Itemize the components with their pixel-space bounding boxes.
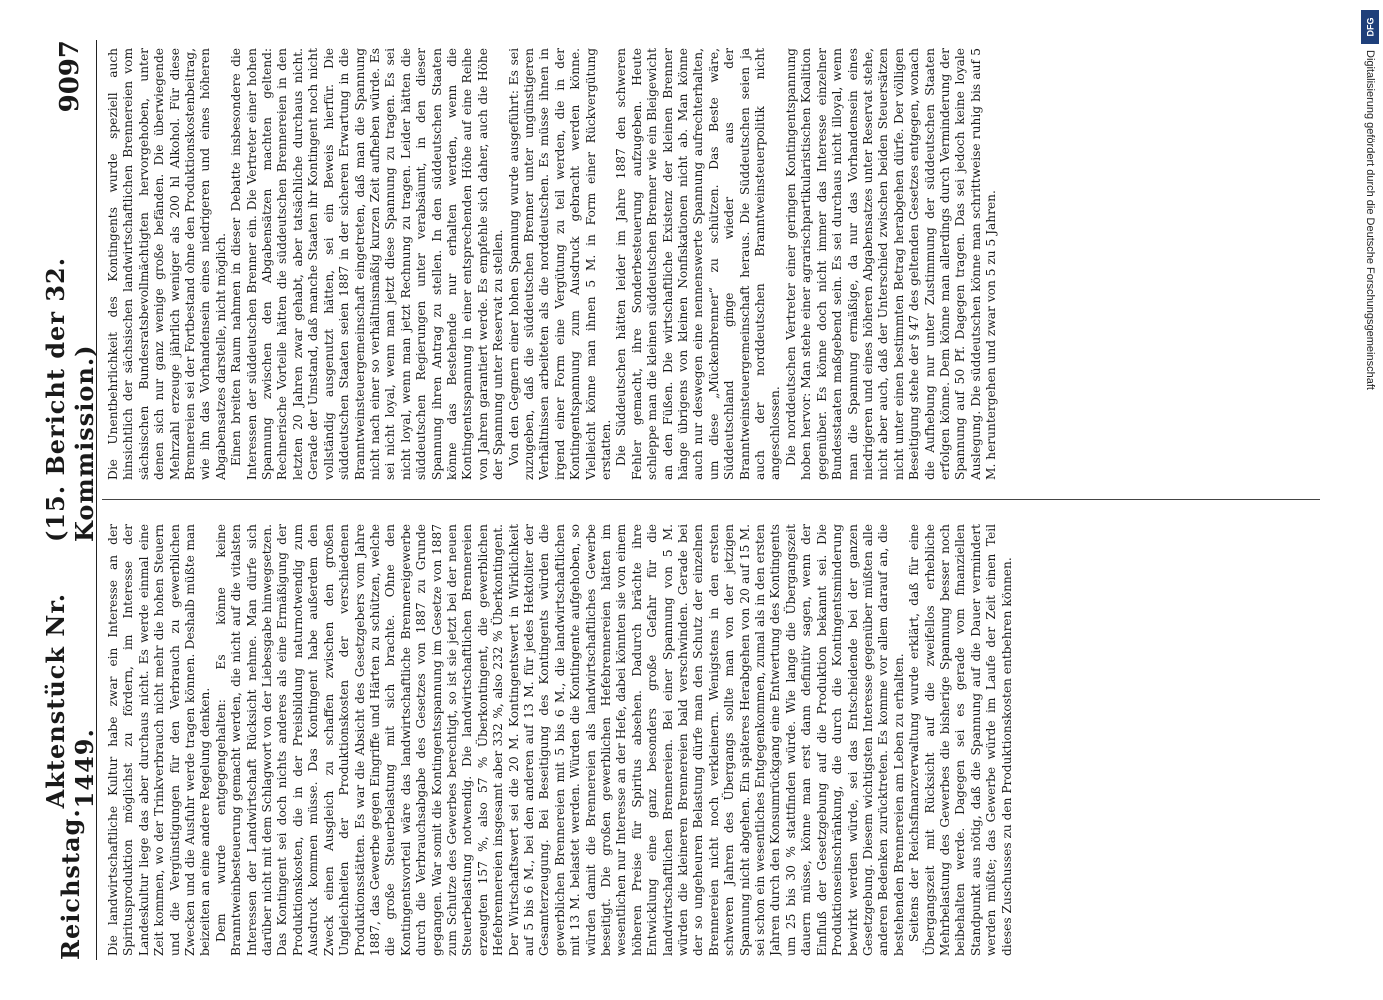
left-paragraph-2: Dem wurde entgegengehalten: Es könne keine Branntweinbesteuerung gemacht werden, die nicht auf die vitalsten Interessen der Landwirtschaft Rücksicht nehme. Man dürfe sich darüber nicht mit dem Schlagwort von der Liebesgabe hinwegsetzen. Das Kontingent sei doch nichts anderes als eine Ermäßigung der Produktionskosten, die in der Preisbildung naturnotwendig zum Ausdruck kommen müsse. Das Kontingent habe außerdem den Zweck einen Ausgleich zu schaffen zwischen den großen Ungleichheiten der Produktionskosten der verschiedenen Produktionsstätten. Es war die Absicht des Gesetzgebers vom Jahre 1887, das Gewerbe gegen Eingriffe und Härten zu schützen, welche die große Steuerbelastung mit sich brachte. Ohne den Kontingentsvorteil wäre das landwirtschaftliche Brennereigewerbe durch die Verbrauchsabgabe des Gesetzes von 1887 zu Grunde gegangen. War somit die Kontingentsspannung im Gesetze von 1887 zum Schutze des Gewerbes berechtigt, so ist sie jetzt bei der neuen Steuerbelastung notwendig. Die landwirtschaftlichen Brennereien erzeugten 157 %, also 57 % Überkontingent, die gewerblichen Hefebrennereien insgesamt aber 332 %, also 232 % Überkontingent. Der Wirtschaftswert sei die 20 M. Kontingentswert in Wirklichkeit auf 5 bis 6 M., bei den anderen auf 13 M. für jedes Hektoliter der Gesamterzeugung. Bei Beseitigung des Kontingents würden die gewerblichen Brennereien mit 5 bis 6 M., die landwirtschaftlichen mit 13 M. belastet werden. Würden die Kontingente aufgehoben, so würden damit die Brennereien als landwirtschaftliches Gewerbe beseitigt. Die großen gewerblichen Hefebrennereien hätten im wesentlichen nur Interesse an der Hefe, dabei könnten sie von einem höheren Preise für Spiritus absehen. Dadurch brächte ihre Entwicklung eine ganz besonders große Gefahr für die landwirtschaftlichen Brennereien. Bei einer Spannung von 5 M. würden die kleineren Brennereien bald verschwinden. Gerade bei der so ungeheuren Belastung dürfe man den Schutz der einzelnen Brennereien nicht noch verkleinern. Wenigstens in den ersten schweren Jahren des Übergangs sollte man von der jetzigen Spannung nicht abgehen. Ein späteres Herabgehen von 20 auf 15 M. sei schon ein wesentliches Entgegenkommen, zumal als in den ersten Jahren durch den Konsumrückgang eine Entwertung des Kontingents um 25 bis 30 % stattfinden würde. Wie lange die Übergangszeit dauern müsse, könne man erst dann definitiv sagen, wenn der Einfluß der Gesetzgebung auf die Produktion bekannt sei. Die Produktionseinschränkung, die durch die Kontingentsminderung bewirkt werden würde, sei das Entscheidende bei der ganzen Gesetzgebung. Diesem wichtigsten Interesse gegenüber müßten alle anderen Bedenken zurücktreten. Es komme vor allem darauf an, die bestehenden Brennereien am Leben zu erhalten.: [213, 524, 906, 956]
header-rule: [96, 40, 97, 960]
rotated-scan-page: [30, 0, 1350, 1000]
digitization-credit: [1359, 10, 1381, 990]
right-paragraph-3: Von den Gegnern einer hohen Spannung wurde ausgeführt: Es sei zuzugeben, daß die süddeutschen Brenner unter ungünstigeren Verhältnissen arbeiteten als die norddeutschen. Es müsse ihnen in irgend einer Form eine Vergütung zu teil werden, die in der Kontingentspannung zum Ausdruck gebracht werden könne. Vielleicht könne man ihnen 5 M. in Form einer Rückvergütung erstatten.: [506, 48, 613, 480]
dfg-logo-text: DFG: [1365, 17, 1375, 37]
right-column: [106, 48, 1320, 480]
right-paragraph-1: Die Unentbehrlichkeit des Kontingents wurde speziell auch hinsichtlich der sächsischen landwirtschaftlichen Brennereien vom sächsischen Bundesratsbevollmächtigten hervorgehoben, unter denen sich nur ganz wenige große befänden. Die überwiegende Mehrzahl erzeuge jährlich weniger als 200 hl Alkohol. Für diese Brennereien sei der Fortbestand ohne den Produktionskostenbeitrag, wie ihn das Vorhandensein eines niedrigeren und eines höheren Abgabensatzes darstelle, nicht möglich.: [106, 48, 228, 480]
right-paragraph-5: Die norddeutschen Vertreter einer geringen Kontingentspannung hoben hervor: Man stehe einer agrarischpartikularistischen Koalition gegenüber. Es könne doch nicht immer das Interesse einzelner Bundesstaaten maßgebend sein. Es sei durchaus nicht illoyal, wenn man die Spannung ermäßige, da nur das Vorhandensein eines niedrigeren und eines höheren Abgabensatzes unter Reservat stehe, nicht aber auch, daß der Unterschied zwischen beiden Steuersätzen nicht unter einen bestimmten Betrag herabgehen dürfe. Der völligen Beseitigung stehe der § 47 des geltenden Gesetzes entgegen, wonach die Aufhebung nur unter Zustimmung der süddeutschen Staaten erfolgen könne. Dem könne man allerdings durch Verminderung der Spannung auf 50 Pf. Dagegen tragen. Das sei jedoch keine loyale Auslegung. Die süddeutschen könne man schrittweise ruhig bis auf 5 M. heruntergehen und zwar von 5 zu 5 Jahren.: [783, 48, 999, 480]
left-column: [106, 524, 1320, 956]
header-aktenstueck: Aktenstück Nr. 1449.: [41, 592, 99, 809]
dfg-logo: [1361, 10, 1379, 44]
header-bericht: (15. Bericht der 32. Kommission.): [41, 256, 99, 543]
credit-strip: [1359, 50, 1381, 990]
credit-text: Digitalisierung gefördert durch die Deutsche Forschungsgemeinschaft: [1364, 50, 1376, 390]
right-paragraph-4: Die Süddeutschen hätten leider im Jahre 1887 den schweren Fehler gemacht, ihre Sonderbesteuerung aufzugeben. Heute schleppe man die kleinen süddeutschen Brenner wie ein Bleigewicht an den Füßen. Die wirtschaftliche Existenz der kleinen Brenner hänge übrigens von kleinen Nonfiskationen nicht ab. Man könne auch nur deswegen eine nennenswerte Spannung aufrechterhalten, um diese „Mückenbrenner“ zu schützen. Das Beste wäre, Süddeutschland ginge wieder aus der Branntweinsteuergemeinschaft heraus. Die Süddeutschen seien ja auch der norddeutschen Branntweinsteuerpolitik nicht angeschlossen.: [614, 48, 783, 480]
page-header: [41, 40, 99, 960]
column-divider: [102, 499, 1320, 500]
page-number: 9097: [55, 40, 85, 113]
left-paragraph-1: Die landwirtschaftliche Kultur habe zwar ein Interesse an der Spiritusproduktion möglichst zu fördern, im Interesse der Landeskultur liege das aber durchaus nicht. Es werde einmal eine Zeit kommen, wo der Trinkverbrauch nicht mehr die hohen Steuern und die Vergünstigungen für den Verbrauch zu gewerblichen Zwecken und die Ausfuhr werde tragen können. Deshalb müßte man beizeiten an eine andere Regelung denken.: [106, 524, 213, 956]
header-reichstag: Reichstag.: [55, 808, 85, 960]
left-paragraph-3: Seitens der Reichsfinanzverwaltung wurde erklärt, daß für eine Übergangszeit mit Rücksicht auf die zweifellos erhebliche Mehrbelastung des Gewerbes die bisherige Spannung besser noch beibehalten werde. Dagegen sei es gerade vom finanziellen Standpunkt aus nötig, daß die Spannung auf die Dauer vermindert werden müßte; das Gewerbe würde im Laufe der Zeit einen Teil dieses Zuschusses zu den Produktionskosten entbehren können.: [907, 524, 1014, 956]
right-paragraph-2: Einen breiten Raum nahmen in dieser Debatte insbesondere die Interessen der süddeutschen Brenner ein. Die Vertreter einer hohen Spannung zwischen den Abgabensätzen machten geltend: Rechnerische Vorteile hätten die süddeutschen Brennereien in den letzten 20 Jahren zwar gehabt, aber tatsächliche durchaus nicht. Gerade der Umstand, daß manche Staaten ihr Kontingent noch nicht vollständig ausgenutzt hätten, sei ein Beweis hierfür. Die süddeutschen Staaten seien 1887 in der sicheren Erwartung in die Branntweinsteuergemeinschaft eingetreten, daß man die Spannung nicht nach einer so verhältnismäßig kurzen Zeit aufheben würde. Es sei nicht loyal, wenn man jetzt diese Spannung zu tragen. Es sei nicht loyal, wenn man jetzt Rechnung zu tragen. Leider hätten die süddeutschen Regierungen unter verabsäumt, in den dieser Spannung ihren Antrag zu stellen. In den süddeutschen Staaten könne das Bestehende nur erhalten werden, wenn die Kontingentsspannung in einer entsprechenden Höhe auf eine Reihe von Jahren garantiert werde. Es empfehle sich daher, auch die Höhe der Spannung unter Reservat zu stellen.: [229, 48, 506, 480]
